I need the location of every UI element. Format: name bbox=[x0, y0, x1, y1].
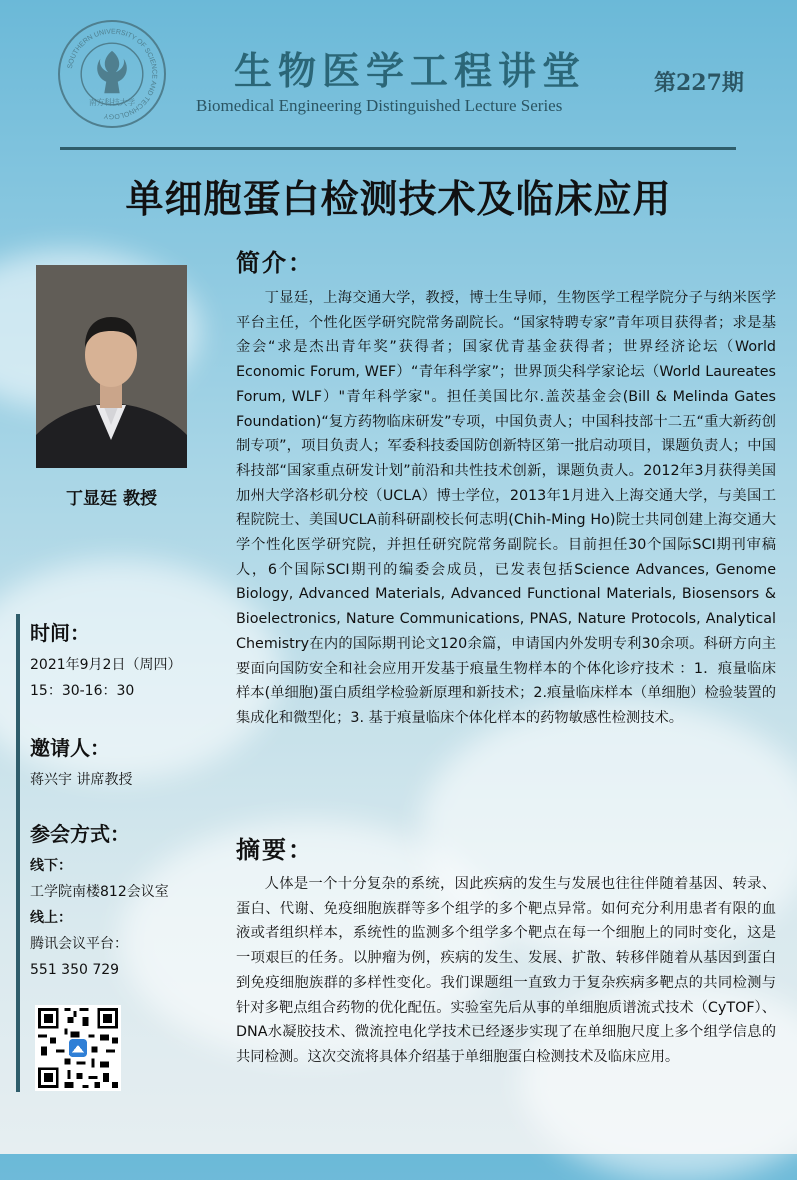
host-heading: 邀请人： bbox=[30, 736, 110, 760]
attend-section bbox=[30, 818, 230, 983]
online-platform: 腾讯会议平台： bbox=[30, 936, 128, 952]
abstract-text: 人体是一个十分复杂的系统，因此疾病的发生与发展也往往伴随着基因、转录、蛋白、代谢、免疫细胞族群等多个组学的多个靶点异常。如何充分利用患者有限的血液或者组织样本，系统性的监测多个组学多个靶点在每一个细胞上的同时变化，这是一项艰巨的任务。以肿瘤为例，疾病的发生、发展、扩散、转移伴随着从基因到蛋白到免疫细胞族群的多样性变化。我们课题组一直致力于复杂疾病多靶点的共同检测与针对多靶点组合药物的优化配伍。实验室先后从事的单细胞质谱流式技术（CyTOF）、DNA水凝胶技术、微流控电化学技术已经逐步实现了在单细胞尺度上多个组学信息的共同检测。这次交流将具体介绍基于单细胞蛋白检测技术及临床应用。 bbox=[236, 876, 776, 1065]
attend-heading: 参会方式： bbox=[30, 822, 130, 846]
series-subtitle: Biomedical Engineering Distinguished Lecture Series bbox=[196, 96, 563, 115]
header-divider bbox=[60, 147, 736, 150]
logo-ring-text: SOUTHERN UNIVERSITY OF SCIENCE AND TECHNOLOGY bbox=[66, 28, 158, 120]
time-section bbox=[30, 617, 230, 704]
sidebar-divider bbox=[16, 614, 20, 1092]
speaker-photo bbox=[36, 265, 187, 468]
offline-place: 工学院南楼812会议室 bbox=[30, 884, 169, 900]
date-text: 2021年9月2日（周四） bbox=[30, 657, 182, 673]
meeting-qr-code[interactable] bbox=[35, 1005, 121, 1091]
host-section bbox=[30, 732, 230, 793]
university-logo bbox=[58, 20, 166, 128]
logo-chinese-name: 南方科技大学 bbox=[88, 97, 136, 107]
intro-heading: 简介： bbox=[236, 249, 314, 277]
series-title: 生物医学工程讲堂 bbox=[234, 48, 587, 93]
speaker-name: 丁显廷 教授 bbox=[66, 489, 157, 509]
time-text: 15：30-16：30 bbox=[30, 683, 135, 699]
time-heading: 时间： bbox=[30, 621, 90, 645]
offline-label: 线下： bbox=[30, 858, 72, 874]
issue-number: 第227期 bbox=[654, 70, 744, 96]
online-label: 线上： bbox=[30, 910, 72, 926]
meeting-id: 551 350 729 bbox=[30, 962, 120, 978]
lecture-title: 单细胞蛋白检测技术及临床应用 bbox=[125, 177, 672, 221]
intro-text: 丁显廷，上海交通大学，教授，博士生导师，生物医学工程学院分子与纳米医学平台主任，个性化医学研究院常务副院长。“国家特聘专家”青年项目获得者；求是基金会“求是杰出青年奖”获得者；国家优青基金获得者；世界经济论坛（World Economic Forum, WEF）“青年科学家”；世界顶尖科学家论坛（World Laureates Forum, WLF）"青年科学家"。担任美国比尔.盖茨基金会(Bill & Melinda Gates Foundation)“复方药物临床研发”专项，中国负责人；中国科技部十二五“重大新药创制专项”，项目负责人；军委科技委国防创新特区第一批启动项目，课题负责人；中国科技部“国家重点研发计划”前沿和共性技术创新，课题负责人。2012年3月获得美国加州大学洛杉矶分校（UCLA）博士学位，2013年1月进入上海交通大学，与美国工程院院士、美国UCLA前科研副校长何志明(Chih-Ming Ho)院士共同创建上海交通大学个性化医学研究院，并担任研究院常务副院长。目前担任30个国际SCI期刊审稿人，6个国际SCI期刊的编委会成员，已发表包括Science Advances, Genome Biology, Advanced Materials, Advanced Functional Materials, Biosensors & Bioelectronics, Nature Communications, PNAS, Nature Protocols, Analytical Chemistry在内的国际期刊论文120余篇，申请国内外发明专利30余项。科研方向主要面向国防安全和社会应用开发基于痕量生物样本的个体化诊疗技术 ：1．痕量临床样本(单细胞)蛋白质组学检验新原理和新技术；2.痕量临床样本（单细胞）检验装置的集成化和微型化；3. 基于痕量临床个体化样本的药物敏感性检测技术。 bbox=[236, 290, 776, 726]
host-text: 蒋兴宇 讲席教授 bbox=[30, 772, 133, 788]
torch-flame-icon bbox=[97, 51, 127, 93]
abstract-heading: 摘要： bbox=[236, 836, 314, 864]
